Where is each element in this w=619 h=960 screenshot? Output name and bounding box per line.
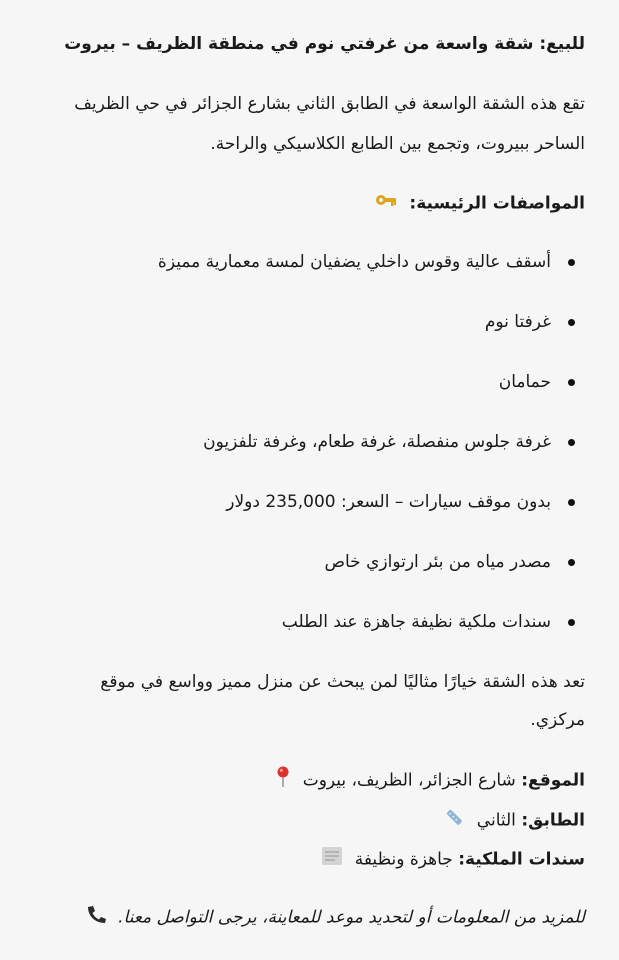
- contact-text: للمزيد من المعلومات أو لتحديد موعد للمعاينة، يرجى التواصل معنا.: [118, 907, 585, 928]
- list-item: [26, 370, 551, 394]
- bullet-dot: [568, 319, 575, 326]
- contact-row: [26, 904, 585, 931]
- feature-text: غرفتا نوم: [484, 312, 551, 332]
- intro-line-2: الساحر ببيروت، وتجمع بين الطابع الكلاسيكي والراحة.: [210, 134, 585, 154]
- feature-text: غرفة جلوس منفصلة، غرفة طعام، وغرفة تلفزيون: [203, 432, 551, 452]
- bullet-dot: [568, 379, 575, 386]
- list-item: [26, 610, 551, 634]
- list-item: [26, 490, 551, 514]
- features-heading-text: المواصفات الرئيسية:: [409, 193, 585, 214]
- location-label: الموقع:: [521, 770, 585, 791]
- phone-icon: [85, 904, 107, 931]
- bullet-dot: [568, 619, 575, 626]
- intro-line-1: تقع هذه الشقة الواسعة في الطابق الثاني بشارع الجزائر في حي الظريف: [74, 94, 585, 114]
- key-icon: [375, 190, 397, 217]
- feature-text: بدون موقف سيارات – السعر: 235,000 دولار: [226, 492, 551, 512]
- ruler-icon: [443, 806, 465, 835]
- list-item: [26, 430, 551, 454]
- deeds-row: [26, 846, 585, 873]
- list-item: [26, 250, 551, 274]
- document-icon: [321, 846, 343, 873]
- feature-text: مصدر مياه من بئر ارتوازي خاص: [324, 552, 551, 572]
- feature-text: حمامان: [498, 372, 551, 392]
- floor-value: الثاني: [476, 810, 516, 831]
- features-heading: [26, 190, 585, 217]
- bullet-dot: [568, 259, 575, 266]
- location-value: شارع الجزائر، الظريف، بيروت: [302, 770, 516, 791]
- summary-line-2: مركزي.: [530, 710, 585, 730]
- feature-text: سندات ملكية نظيفة جاهزة عند الطلب: [281, 612, 551, 632]
- list-item: [26, 310, 551, 334]
- feature-text: أسقف عالية وقوس داخلي يضفيان لمسة معمارية مميزة: [157, 252, 551, 272]
- floor-label: الطابق:: [521, 810, 585, 831]
- bullet-dot: [568, 559, 575, 566]
- deeds-value: جاهزة ونظيفة: [354, 849, 453, 870]
- pin-icon: [275, 766, 291, 795]
- list-item: [26, 550, 551, 574]
- post-title: للبيع: شقة واسعة من غرفتي نوم في منطقة الظريف – بيروت: [64, 34, 585, 54]
- bullet-dot: [568, 439, 575, 446]
- summary-line-1: تعد هذه الشقة خيارًا مثاليًا لمن يبحث عن منزل مميز وواسع في موقع: [100, 672, 585, 692]
- location-row: [26, 766, 585, 795]
- deeds-label: سندات الملكية:: [458, 849, 585, 870]
- floor-row: [26, 806, 585, 835]
- bullet-dot: [568, 499, 575, 506]
